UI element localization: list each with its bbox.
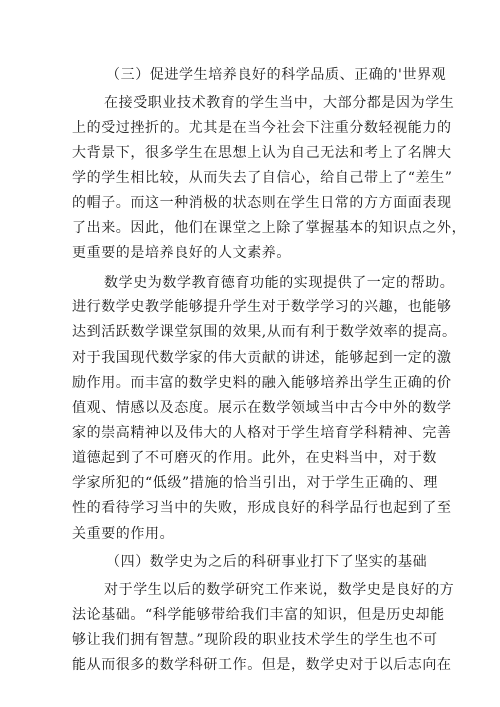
text-line: 达到活跃数学课堂氛围的效果,从而有利于数学效率的提高。: [72, 324, 457, 340]
text-line: 法论基础。“科学能够带给我们丰富的知识，但是历史却能: [72, 607, 445, 623]
text-line: 关重要的作用。: [72, 526, 175, 542]
heading-section-3: （三）促进学生培养良好的科学品质、正确的'世界观: [106, 67, 447, 83]
text-line: 了出来。因此，他们在课堂之上除了掌握基本的知识点之外，: [72, 220, 467, 236]
heading-section-4: （四）数学史为之后的科研事业打下了坚实的基础: [106, 554, 428, 570]
text-line: 够让我们拥有智慧。”现阶段的职业技术学生的学生也不可: [72, 632, 438, 648]
text-line: 的帽子。而这一种消极的状态则在学生日常的方方面面表现: [72, 195, 452, 211]
text-line: 励作用。而丰富的数学史料的融入能够培养出学生正确的价: [72, 375, 452, 391]
text-line: 上的受过挫折的。尤其是在当今社会下注重分数轻视能力的: [72, 120, 452, 136]
text-line: 学的学生相比较，从而失去了自信心，给自己带上了“差生”: [72, 170, 453, 186]
text-line: 能从而很多的数学科研工作。但是，数学史对于以后志向在: [72, 657, 452, 673]
text-line: 在接受职业技术教育的学生当中，大部分都是因为学生: [104, 95, 455, 111]
text-line: 性的看待学习当中的失败，形成良好的科学品行也起到了至: [72, 500, 452, 516]
text-line: 学家所犯的“低级”措施的恰当引出，对于学生正确的、理: [72, 475, 438, 491]
text-line: 对于学生以后的数学研究工作来说，数学史是良好的方: [104, 582, 455, 598]
text-line: 更重要的是培养良好的人文素养。: [72, 245, 291, 261]
text-line: 进行数学史教学能够提升学生对于数学学习的兴趣，也能够: [72, 299, 452, 315]
text-line: 对于我国现代数学家的伟大贡献的讲述，能够起到一定的激: [72, 350, 452, 366]
text-line: 值观、情感以及态度。展示在数学领域当中古今中外的数学: [72, 400, 452, 416]
text-line: 道德起到了不可磨灭的作用。此外，在史料当中，对于数: [72, 450, 437, 466]
text-line: 数学史为数学教育德育功能的实现提供了一定的帮助。: [104, 275, 455, 291]
text-line: 家的崇高精神以及伟大的人格对于学生培育学科精神、完善: [72, 425, 452, 441]
text-line: 大背景下，很多学生在思想上认为自己无法和考上了名牌大: [72, 145, 452, 161]
